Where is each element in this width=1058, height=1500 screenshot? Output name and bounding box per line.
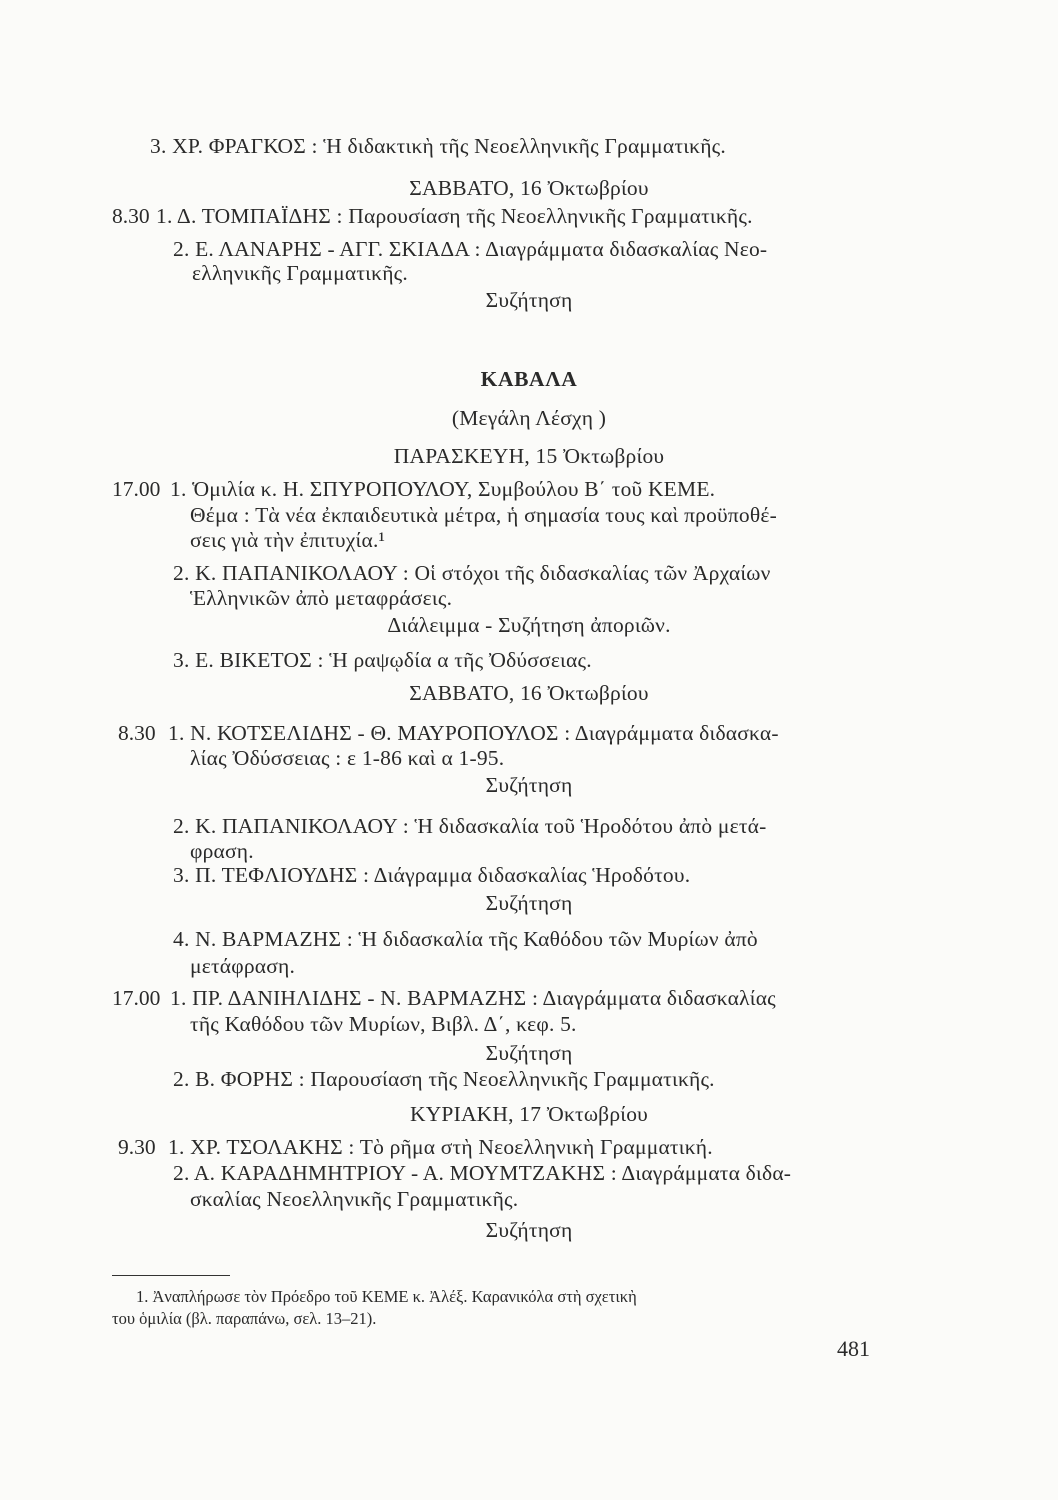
discussion-label: Συζήτηση [485,288,573,312]
program-item: 3. ΧΡ. ΦΡΑΓΚΟΣ : Ἡ διδακτικὴ τῆς Νεοελληνικῆς Γραμματικῆς. [150,134,726,158]
program-item: 1. Ὁμιλία κ. Η. ΣΠΥΡΟΠΟΥΛΟΥ, Συμβούλου Β΄ τοῦ ΚΕΜΕ. [170,477,716,501]
venue-label: (Μεγάλη Λέσχη ) [451,406,607,430]
session-time: 9.30 [118,1135,156,1159]
program-item: 1. ΠΡ. ΔΑΝΙΗΛΙΔΗΣ - Ν. ΒΑΡΜΑΖΗΣ : Διαγράμματα διδασκαλίας [170,986,776,1010]
program-item: 3. Ε. ΒΙΚΕΤΟΣ : Ἡ ραψῳδία α τῆς Ὀδύσσειας. [173,648,592,672]
discussion-label: Συζήτηση [485,1041,573,1065]
program-item: 1. Ν. ΚΟΤΣΕΛΙΔΗΣ - Θ. ΜΑΥΡΟΠΟΥΛΟΣ : Διαγράμματα διδασκα- [168,721,779,745]
discussion-label: Συζήτηση [485,1218,573,1242]
program-item-continuation: μετάφραση. [190,954,296,978]
footnote-rule [112,1275,230,1276]
city-heading: ΚΑΒΑΛΑ [480,367,578,391]
program-item-continuation: φραση. [190,839,254,863]
day-heading: ΚΥΡΙΑΚΗ, 17 Ὀκτωβρίου [409,1102,649,1126]
discussion-label: Συζήτηση [485,773,573,797]
program-item: 2. Ε. ΛΑΝΑΡΗΣ - ΑΓΓ. ΣΚΙΑΔΑ : Διαγράμματα διδασκαλίας Νεο- [173,237,768,261]
session-time: 8.30 [118,721,156,745]
day-heading: ΣΑΒΒΑΤΟ, 16 Ὀκτωβρίου [409,681,649,705]
program-item: 2. Κ. ΠΑΠΑΝΙΚΟΛΑΟΥ : Οἱ στόχοι τῆς διδασκαλίας τῶν Ἀρχαίων [173,561,771,585]
footnote-text: του ὁμιλία (βλ. παραπάνω, σελ. 13–21). [112,1309,377,1328]
day-heading: ΠΑΡΑΣΚΕΥΗ, 15 Ὀκτωβρίου [393,444,665,468]
program-item-continuation: σκαλίας Νεοελληνικῆς Γραμματικῆς. [190,1187,519,1211]
program-item-continuation: τῆς Καθόδου τῶν Μυρίων, Βιβλ. Δ΄, κεφ. 5. [190,1012,577,1036]
program-item-continuation: λίας Ὀδύσσειας : ε 1-86 καὶ α 1-95. [190,746,505,770]
program-item-continuation: σεις γιὰ τὴν ἐπιτυχία.¹ [190,528,386,552]
footnote-text: 1. Ἀναπλήρωσε τὸν Πρόεδρο τοῦ ΚΕΜΕ κ. Ἀλέξ. Καρανικόλα στὴ σχετικὴ [136,1287,637,1306]
break-label: Διάλειμμα - Συζήτηση ἀποριῶν. [387,613,671,637]
program-item: 1. ΧΡ. ΤΣΟΛΑΚΗΣ : Τὸ ρῆμα στὴ Νεοελληνικὴ Γραμματική. [168,1135,713,1159]
session-time: 17.00 [112,477,161,501]
program-item: 1. Δ. ΤΟΜΠΑΪΔΗΣ : Παρουσίαση τῆς Νεοελληνικῆς Γραμματικῆς. [156,204,753,228]
session-time: 8.30 [112,204,150,228]
page-number: 481 [837,1336,870,1361]
program-item: 2. Β. ΦΟΡΗΣ : Παρουσίαση τῆς Νεοελληνικῆς Γραμματικῆς. [173,1067,715,1091]
program-item: 2. Κ. ΠΑΠΑΝΙΚΟΛΑΟΥ : Ἡ διδασκαλία τοῦ Ἡροδότου ἀπὸ μετά- [173,814,767,838]
program-item-continuation: Θέμα : Τὰ νέα ἐκπαιδευτικὰ μέτρα, ἡ σημασία τους καὶ προϋποθέ- [190,503,777,527]
program-item: 2. Α. ΚΑΡΑΔΗΜΗΤΡΙΟΥ - Α. ΜΟΥΜΤΖΑΚΗΣ : Διαγράμματα διδα- [173,1161,792,1185]
session-time: 17.00 [112,986,161,1010]
discussion-label: Συζήτηση [485,891,573,915]
program-item: 3. Π. ΤΕΦΛΙΟΥΔΗΣ : Διάγραμμα διδασκαλίας Ἡροδότου. [173,863,691,887]
program-item: 4. Ν. ΒΑΡΜΑΖΗΣ : Ἡ διδασκαλία τῆς Καθόδου τῶν Μυρίων ἀπὸ [173,927,758,951]
program-item-continuation: Ἑλληνικῶν ἀπὸ μεταφράσεις. [190,586,453,610]
program-item-continuation: ελληνικῆς Γραμματικῆς. [192,261,408,285]
day-heading: ΣΑΒΒΑΤΟ, 16 Ὀκτωβρίου [409,176,649,200]
